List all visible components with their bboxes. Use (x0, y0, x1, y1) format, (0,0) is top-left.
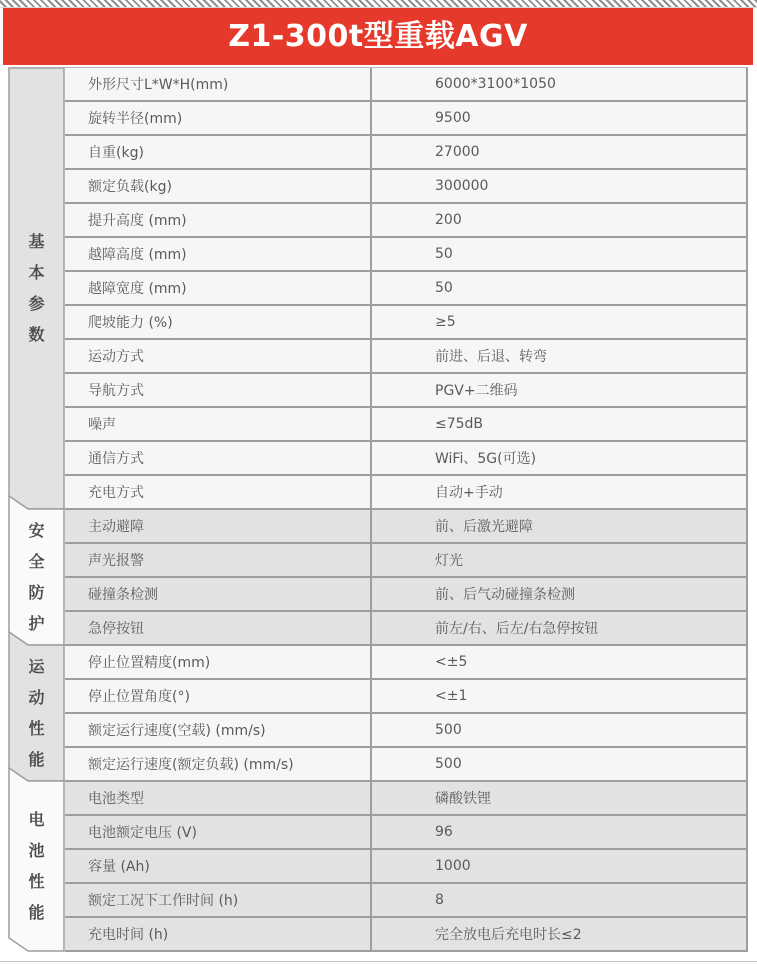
spec-row (65, 714, 746, 748)
top-hatch-strip (0, 0, 757, 8)
value-label: 6000*3100*1050 (370, 68, 746, 100)
spec-row (65, 680, 746, 714)
value-label: 自动+手动 (370, 476, 746, 508)
category-label-char: 参 (28, 294, 45, 313)
value-label: ≥5 (370, 306, 746, 338)
param-label: 碰撞条检测 (88, 587, 158, 603)
param-label: 越障高度 (mm) (88, 247, 187, 263)
param-label: 电池额定电压 (V) (88, 825, 197, 841)
param-label: 提升高度 (mm) (88, 213, 187, 229)
category-label-char: 安 (28, 521, 45, 540)
value-label: 前进、后退、转弯 (370, 340, 746, 372)
param-label: 越障宽度 (mm) (88, 281, 187, 297)
param-label: 容量 (Ah) (88, 859, 150, 875)
value-label: 500 (370, 748, 746, 780)
category-label-char: 动 (28, 688, 45, 707)
category-label-char: 数 (28, 325, 45, 344)
spec-row (65, 374, 746, 408)
category-label-char: 能 (28, 750, 45, 769)
category-column (8, 67, 65, 952)
spec-row (65, 238, 746, 272)
value-label: 500 (370, 714, 746, 746)
param-label: 自重(kg) (88, 145, 144, 161)
category-label-char: 基 (28, 232, 45, 251)
category-label-char: 性 (28, 719, 45, 738)
param-label: 额定工况下工作时间 (h) (88, 893, 239, 909)
param-label: 充电方式 (88, 485, 144, 501)
spec-row (65, 408, 746, 442)
value-label: WiFi、5G(可选) (370, 442, 746, 474)
value-label: 50 (370, 272, 746, 304)
spec-row (65, 578, 746, 612)
spec-row (65, 612, 746, 646)
param-label: 运动方式 (88, 349, 144, 365)
param-label: 爬坡能力 (%) (88, 315, 173, 331)
spec-row (65, 476, 746, 510)
spec-row (65, 884, 746, 918)
value-label: 灯光 (370, 544, 746, 576)
value-label: PGV+二维码 (370, 374, 746, 406)
spec-row (65, 442, 746, 476)
param-label: 旋转半径(mm) (88, 111, 183, 127)
category-label (8, 509, 65, 645)
category-label (8, 781, 65, 951)
category-label-char: 性 (28, 872, 45, 891)
value-label: <±1 (370, 680, 746, 712)
page-title: Z1-300t型重载AGV (228, 18, 528, 54)
param-label: 外形尺寸L*W*H(mm) (88, 77, 229, 93)
value-label: 50 (370, 238, 746, 270)
spec-row (65, 544, 746, 578)
value-label: 前、后激光避障 (370, 510, 746, 542)
title-banner (3, 8, 753, 65)
param-label: 额定负载(kg) (88, 179, 172, 195)
category-label-char: 电 (28, 810, 45, 829)
param-label: 额定运行速度(额定负载) (mm/s) (88, 757, 294, 773)
param-label: 通信方式 (88, 451, 144, 467)
spec-row (65, 510, 746, 544)
category-label-char: 池 (28, 841, 45, 860)
value-label: 前、后气动碰撞条检测 (370, 578, 746, 610)
param-label: 停止位置精度(mm) (88, 655, 211, 671)
category-label (8, 67, 65, 509)
spec-row (65, 748, 746, 782)
value-label: ≤75dB (370, 408, 746, 440)
spec-rows-column (65, 67, 748, 952)
value-label: 27000 (370, 136, 746, 168)
value-label: 8 (370, 884, 746, 916)
param-label: 噪声 (88, 417, 116, 433)
category-label-char: 运 (28, 657, 45, 676)
value-label: 300000 (370, 170, 746, 202)
category-label-char: 本 (28, 263, 45, 282)
param-label: 急停按钮 (88, 621, 144, 637)
spec-row (65, 136, 746, 170)
spec-row (65, 102, 746, 136)
value-label: 200 (370, 204, 746, 236)
param-label: 导航方式 (88, 383, 144, 399)
spec-table (8, 67, 748, 952)
bottom-rule (0, 961, 757, 962)
param-label: 额定运行速度(空载) (mm/s) (88, 723, 266, 739)
value-label: <±5 (370, 646, 746, 678)
spec-row (65, 272, 746, 306)
param-label: 声光报警 (88, 553, 144, 569)
spec-row (65, 918, 746, 952)
spec-row (65, 340, 746, 374)
value-label: 磷酸铁锂 (370, 782, 746, 814)
spec-row (65, 646, 746, 680)
spec-row (65, 782, 746, 816)
category-label-char: 护 (28, 614, 45, 633)
category-label (8, 645, 65, 781)
spec-row (65, 816, 746, 850)
category-label-char: 防 (28, 583, 45, 602)
param-label: 停止位置角度(°) (88, 689, 190, 705)
spec-row (65, 306, 746, 340)
value-label: 96 (370, 816, 746, 848)
category-label-char: 能 (28, 903, 45, 922)
param-label: 电池类型 (88, 791, 144, 807)
value-label: 完全放电后充电时长≤2 (370, 918, 746, 950)
spec-row (65, 68, 746, 102)
category-label-char: 全 (28, 552, 45, 571)
spec-row (65, 850, 746, 884)
spec-row (65, 170, 746, 204)
spec-row (65, 204, 746, 238)
value-label: 1000 (370, 850, 746, 882)
value-label: 9500 (370, 102, 746, 134)
param-label: 主动避障 (88, 519, 144, 535)
value-label: 前左/右、后左/右急停按钮 (370, 612, 746, 644)
param-label: 充电时间 (h) (88, 927, 169, 943)
